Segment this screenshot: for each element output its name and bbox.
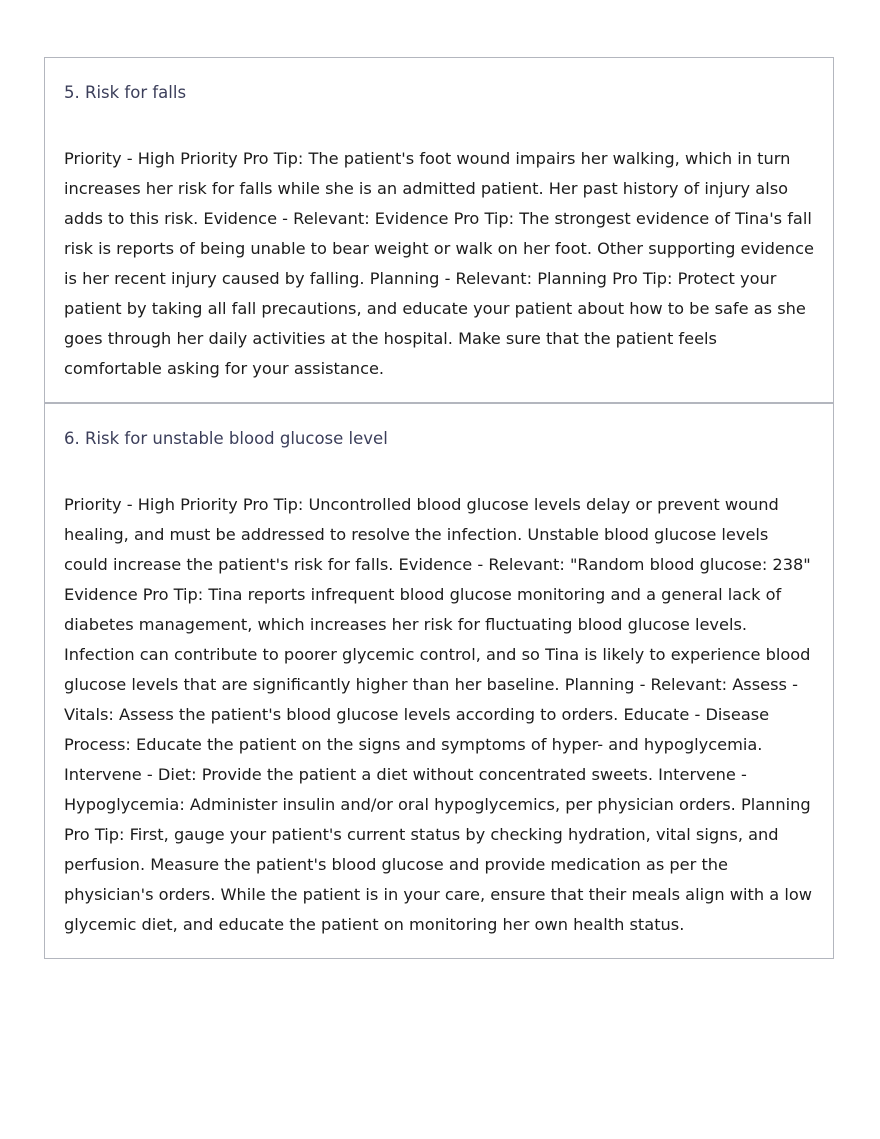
section-risk-for-falls <box>45 58 833 402</box>
section-title: 5. Risk for falls <box>64 83 187 102</box>
section-title: 6. Risk for unstable blood glucose level <box>64 429 388 448</box>
care-plan-list <box>44 57 834 959</box>
section-body: Priority - High Priority Pro Tip: Uncontrolled blood glucose levels delay or prevent wound healing, and must be addressed to resolve the infection. Unstable blood glucose levels could increase the patient's risk for falls. Evidence - Relevant: "Random blood glucose: 238" Evidence Pro Tip: Tina reports infrequent blood glucose monitoring and a general lack of diabetes management, which increases her risk for fluctuating blood glucose levels. Infection can contribute to poorer glycemic control, and so Tina is likely to experience blood glucose levels that are significantly higher than her baseline. Planning - Relevant: Assess - Vitals: Assess the patient's blood glucose levels according to orders. Educate - Disease Process: Educate the patient on the signs and symptoms of hyper- and hypoglycemia. Intervene - Diet: Provide the patient a diet without concentrated sweets. Intervene - Hypoglycemia: Administer insulin and/or oral hypoglycemics, per physician orders. Planning Pro Tip: First, gauge your patient's current status by checking hydration, vital signs, and perfusion. Measure the patient's blood glucose and provide medication as per the physician's orders. While the patient is in your care, ensure that their meals align with a low glycemic diet, and educate the patient on monitoring her own health status. <box>64 495 812 934</box>
section-risk-for-unstable-blood-glucose <box>45 402 833 958</box>
section-body: Priority - High Priority Pro Tip: The patient's foot wound impairs her walking, which in turn increases her risk for falls while she is an admitted patient. Her past history of injury also adds to this risk. Evidence - Relevant: Evidence Pro Tip: The strongest evidence of Tina's fall risk is reports of being unable to bear weight or walk on her foot. Other supporting evidence is her recent injury caused by falling. Planning - Relevant: Planning Pro Tip: Protect your patient by taking all fall precautions, and educate your patient about how to be safe as she goes through her daily activities at the hospital. Make sure that the patient feels comfortable asking for your assistance. <box>64 149 814 378</box>
